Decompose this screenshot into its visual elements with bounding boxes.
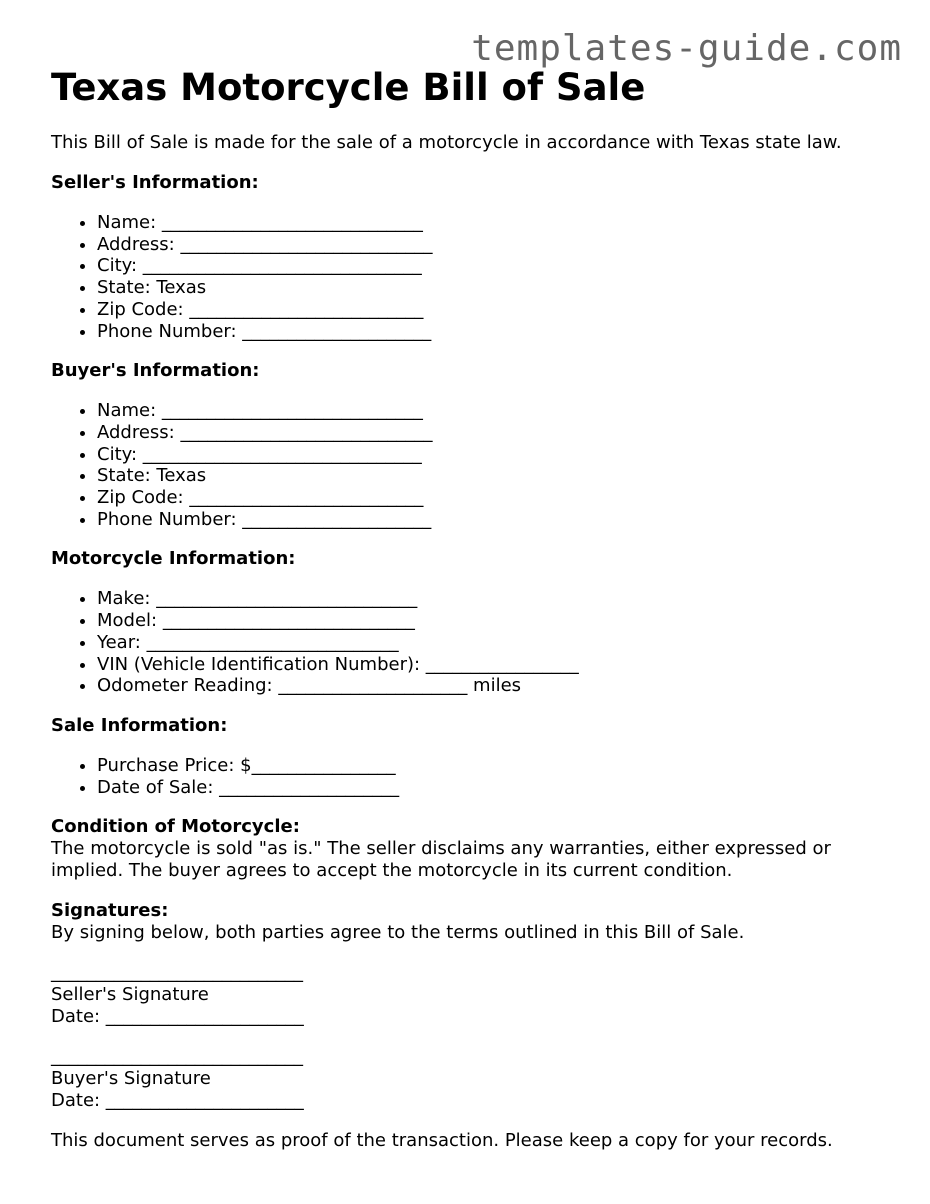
seller-heading: Seller's Information:: [51, 172, 259, 193]
buyer-signature-line: ____________________________: [51, 1046, 303, 1068]
intro-text: This Bill of Sale is made for the sale of a motorcycle in accordance with Texas state law.: [51, 132, 842, 153]
seller-state-field: • State: Texas: [97, 277, 901, 299]
document-page: [51, 66, 901, 1152]
closing-text: This document serves as proof of the transaction. Please keep a copy for your records.: [51, 1130, 833, 1152]
sale-list: [51, 755, 901, 798]
seller-zip-field: • Zip Code: __________________________: [97, 299, 901, 321]
seller-signature-line: ____________________________: [51, 962, 303, 984]
motorcycle-odometer-field: • Odometer Reading: _____________________ miles: [97, 675, 901, 697]
buyer-signature-date: Date: ______________________: [51, 1090, 304, 1112]
seller-signature-label: Seller's Signature: [51, 984, 209, 1006]
motorcycle-heading: Motorcycle Information:: [51, 548, 296, 570]
condition-text: The motorcycle is sold "as is." The seller disclaims any warranties, either expressed or implied. The buyer agrees to accept the motorcycle in its current condition.: [51, 838, 831, 882]
seller-signature-date: Date: ______________________: [51, 1006, 304, 1028]
seller-list: [51, 212, 901, 342]
sale-heading: Sale Information:: [51, 714, 228, 736]
buyer-heading: Buyer's Information:: [51, 360, 260, 382]
buyer-phone-field: • Phone Number: _____________________: [97, 509, 901, 531]
date-of-sale-field: • Date of Sale: ____________________: [97, 777, 901, 799]
buyer-address-field: • Address: ____________________________: [97, 422, 901, 444]
buyer-list: [51, 400, 901, 530]
motorcycle-list: [51, 588, 901, 697]
motorcycle-model-field: • Model: ____________________________: [97, 610, 901, 632]
motorcycle-make-field: • Make: _____________________________: [97, 588, 901, 610]
motorcycle-year-field: • Year: ____________________________: [97, 632, 901, 654]
condition-section: [51, 816, 901, 882]
seller-signature-block: [51, 962, 901, 1028]
seller-address-field: • Address: ____________________________: [97, 234, 901, 256]
buyer-city-field: • City: _______________________________: [97, 444, 901, 466]
signatures-section: [51, 900, 901, 1112]
purchase-price-field: • Purchase Price: $________________: [97, 755, 901, 777]
motorcycle-vin-field: • VIN (Vehicle Identification Number): _________________: [97, 654, 901, 676]
buyer-signature-block: [51, 1046, 901, 1112]
buyer-state-field: • State: Texas: [97, 465, 901, 487]
seller-city-field: • City: _______________________________: [97, 255, 901, 277]
buyer-name-field: • Name: _____________________________: [97, 400, 901, 422]
signatures-heading: Signatures:: [51, 900, 169, 922]
condition-heading: Condition of Motorcycle:: [51, 816, 300, 838]
watermark: templates-guide.com: [471, 28, 902, 69]
seller-phone-field: • Phone Number: _____________________: [97, 321, 901, 343]
signatures-text: By signing below, both parties agree to the terms outlined in this Bill of Sale.: [51, 922, 745, 944]
buyer-signature-label: Buyer's Signature: [51, 1068, 211, 1090]
buyer-zip-field: • Zip Code: __________________________: [97, 487, 901, 509]
page-title: Texas Motorcycle Bill of Sale: [51, 66, 646, 109]
seller-name-field: • Name: _____________________________: [97, 212, 901, 234]
